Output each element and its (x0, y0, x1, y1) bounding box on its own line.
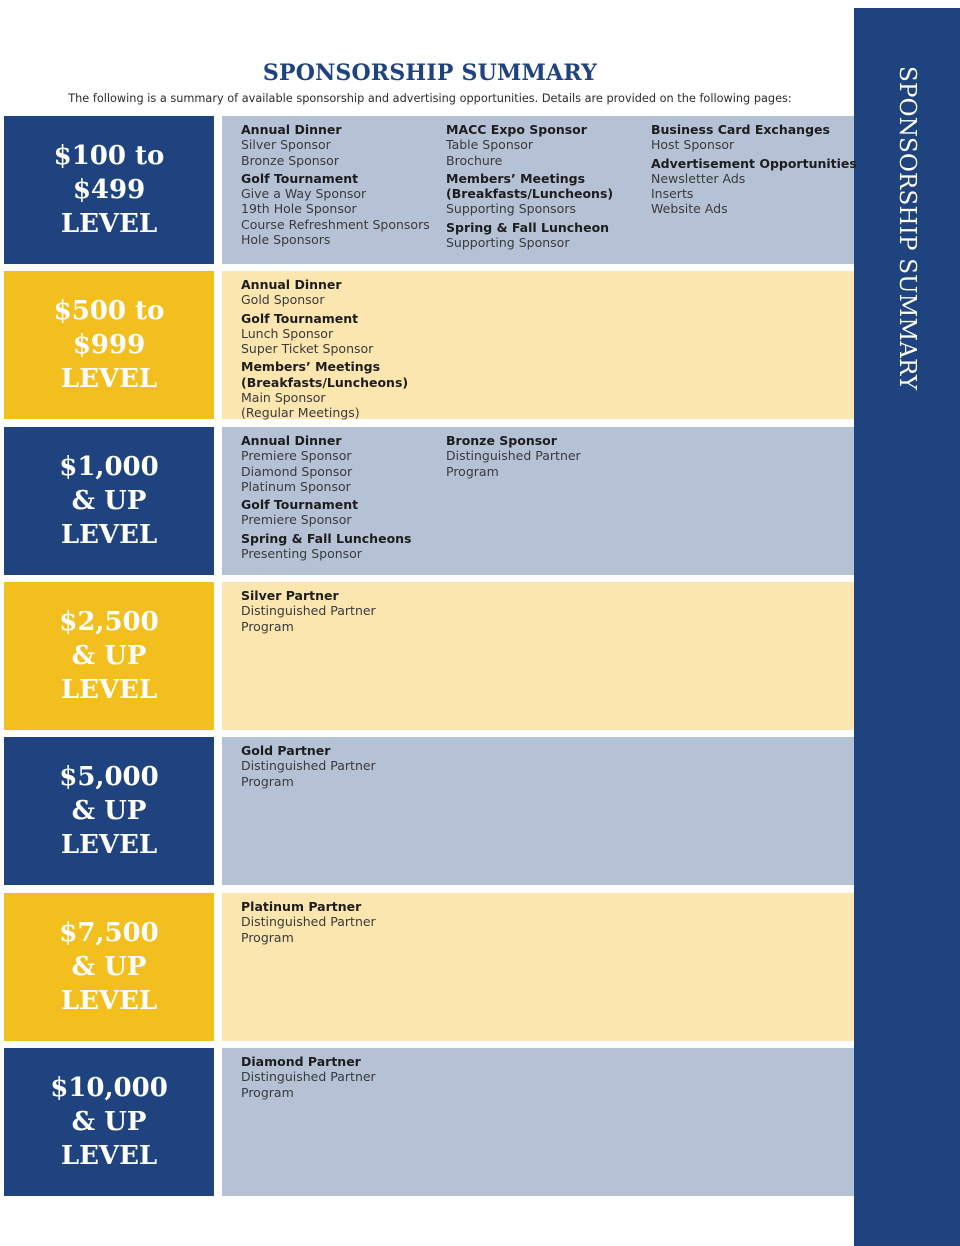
details-column (446, 122, 613, 253)
opportunity-group (241, 531, 412, 562)
level-label-line: $499 (72, 175, 146, 205)
opportunity-group (241, 171, 430, 247)
opportunity-group (241, 899, 376, 945)
opportunity-group (241, 359, 408, 420)
opportunity-group (651, 122, 857, 153)
level-label-line: LEVEL (60, 675, 158, 705)
opportunity-heading: Gold Partner (241, 743, 331, 758)
opportunity-heading: Platinum Partner (241, 899, 362, 914)
level-label-line: $2,500 (59, 607, 159, 637)
level-label-line: LEVEL (60, 520, 158, 550)
opportunity-group (241, 122, 430, 168)
opportunity-item: Diamond Sponsor (241, 463, 353, 479)
opportunity-heading: Annual Dinner (241, 277, 342, 292)
intro-text: The following is a summary of available sponsorship and advertising opportunities. Details are provided on the following pages: (68, 92, 792, 105)
opportunity-heading: Members’ Meetings (241, 359, 381, 375)
level-label-box (4, 427, 214, 575)
opportunity-item: Newsletter Ads (651, 170, 746, 186)
level-label-line: & UP (71, 952, 147, 982)
level-label-line: $7,500 (59, 918, 159, 948)
opportunity-heading: Annual Dinner (241, 122, 342, 137)
level-row (4, 1048, 854, 1196)
opportunity-heading: Annual Dinner (241, 433, 342, 448)
level-label-line: & UP (71, 796, 147, 826)
opportunity-item: Distinguished Partner (241, 758, 376, 774)
opportunity-item: Table Sponsor (446, 137, 534, 153)
level-details-panel (222, 1048, 854, 1196)
opportunity-group (241, 1054, 376, 1100)
opportunity-heading: Golf Tournament (241, 310, 359, 326)
level-label-line: & UP (71, 641, 147, 671)
opportunity-item: Presenting Sponsor (241, 546, 362, 562)
level-details-panel (222, 427, 854, 575)
opportunity-group (241, 311, 408, 357)
opportunity-item: Super Ticket Sponsor (241, 341, 374, 357)
opportunity-item: Distinguished Partner (241, 1069, 376, 1085)
page-title: SPONSORSHIP SUMMARY (262, 60, 598, 86)
level-label-line: $1,000 (59, 452, 159, 482)
level-label-line: LEVEL (60, 830, 158, 860)
opportunity-item: Program (241, 1084, 294, 1100)
level-row (4, 737, 854, 885)
details-column (241, 588, 376, 637)
level-label-box (4, 1048, 214, 1196)
details-column (446, 433, 581, 482)
opportunity-heading-line2: (Breakfasts/Luncheons) (446, 186, 614, 202)
opportunity-group (446, 122, 613, 168)
opportunity-item: Program (241, 929, 294, 945)
opportunity-item: Supporting Sponsor (446, 235, 570, 251)
side-tab-title: SPONSORSHIP SUMMARY (894, 66, 920, 391)
level-label-line: LEVEL (60, 986, 158, 1016)
level-label-line: $100 to (53, 141, 165, 171)
opportunity-item: Bronze Sponsor (241, 152, 339, 168)
opportunity-item: Premiere Sponsor (241, 448, 352, 464)
level-details-panel (222, 893, 854, 1041)
opportunity-heading: Diamond Partner (241, 1054, 361, 1069)
opportunity-item: Main Sponsor (241, 390, 326, 406)
level-label-line: $500 to (53, 296, 165, 326)
opportunity-heading: Business Card Exchanges (651, 122, 830, 137)
level-details-panel (222, 582, 854, 730)
level-row (4, 116, 857, 264)
level-label-line: & UP (71, 486, 147, 516)
level-row (4, 271, 854, 419)
level-label-line: $999 (72, 330, 146, 360)
level-label-line: $10,000 (50, 1073, 168, 1103)
opportunity-item: Course Refreshment Sponsors (241, 216, 430, 232)
opportunity-heading-line2: (Breakfasts/Luncheons) (241, 374, 409, 390)
opportunity-heading: Golf Tournament (241, 170, 359, 186)
level-label-box (4, 582, 214, 730)
opportunity-group (241, 588, 376, 634)
opportunity-item: Website Ads (651, 201, 728, 217)
level-details-panel (222, 116, 857, 264)
opportunity-item: Gold Sponsor (241, 292, 325, 308)
level-details-panel (222, 737, 854, 885)
level-label-line: LEVEL (60, 364, 158, 394)
side-tab (854, 8, 960, 1246)
opportunity-item: 19th Hole Sponsor (241, 201, 357, 217)
opportunity-group (651, 156, 857, 217)
level-row (4, 893, 854, 1041)
opportunity-item: Lunch Sponsor (241, 325, 334, 341)
opportunity-item: Platinum Sponsor (241, 478, 351, 494)
opportunity-heading: Advertisement Opportunities (651, 155, 857, 171)
level-row (4, 427, 854, 575)
details-column (241, 433, 412, 564)
level-label-line: LEVEL (60, 209, 158, 239)
level-label-box (4, 737, 214, 885)
details-column (241, 1054, 376, 1103)
opportunity-heading: Members’ Meetings (446, 170, 586, 186)
opportunity-item: Distinguished Partner (241, 914, 376, 930)
opportunity-group (446, 171, 613, 217)
opportunity-group (446, 433, 581, 479)
level-label-line: & UP (71, 1107, 147, 1137)
opportunity-item: Premiere Sponsor (241, 512, 352, 528)
opportunity-heading: Golf Tournament (241, 497, 359, 513)
opportunity-heading: Spring & Fall Luncheons (241, 530, 412, 546)
level-row (4, 582, 854, 730)
opportunity-item: Program (241, 618, 294, 634)
opportunity-group (241, 277, 408, 308)
level-details-panel (222, 271, 854, 419)
opportunity-item: Give a Way Sponsor (241, 186, 367, 202)
opportunity-item: Program (241, 773, 294, 789)
details-column (241, 122, 430, 250)
level-label-line: $5,000 (59, 762, 159, 792)
level-label-box (4, 271, 214, 419)
opportunity-item: Brochure (446, 152, 503, 168)
details-column (651, 122, 857, 220)
details-column (241, 899, 376, 948)
opportunity-heading: MACC Expo Sponsor (446, 122, 587, 137)
opportunity-item: Hole Sponsors (241, 232, 331, 248)
opportunity-heading: Silver Partner (241, 588, 339, 603)
opportunity-group (446, 220, 613, 251)
details-column (241, 743, 376, 792)
opportunity-group (241, 743, 376, 789)
details-column (241, 277, 408, 424)
opportunity-heading: Spring & Fall Luncheon (446, 219, 610, 235)
opportunity-item: Distinguished Partner (446, 448, 581, 464)
opportunity-item: Host Sponsor (651, 137, 735, 153)
opportunity-group (241, 497, 412, 528)
opportunity-item: Supporting Sponsors (446, 201, 576, 217)
opportunity-item: Program (446, 463, 499, 479)
opportunity-heading: Bronze Sponsor (446, 433, 557, 448)
opportunity-item: Distinguished Partner (241, 603, 376, 619)
level-label-box (4, 116, 214, 264)
opportunity-item: Inserts (651, 186, 694, 202)
opportunity-group (241, 433, 412, 494)
opportunity-item: Silver Sponsor (241, 137, 331, 153)
level-label-box (4, 893, 214, 1041)
level-label-line: LEVEL (60, 1141, 158, 1171)
opportunity-item: (Regular Meetings) (241, 405, 360, 421)
